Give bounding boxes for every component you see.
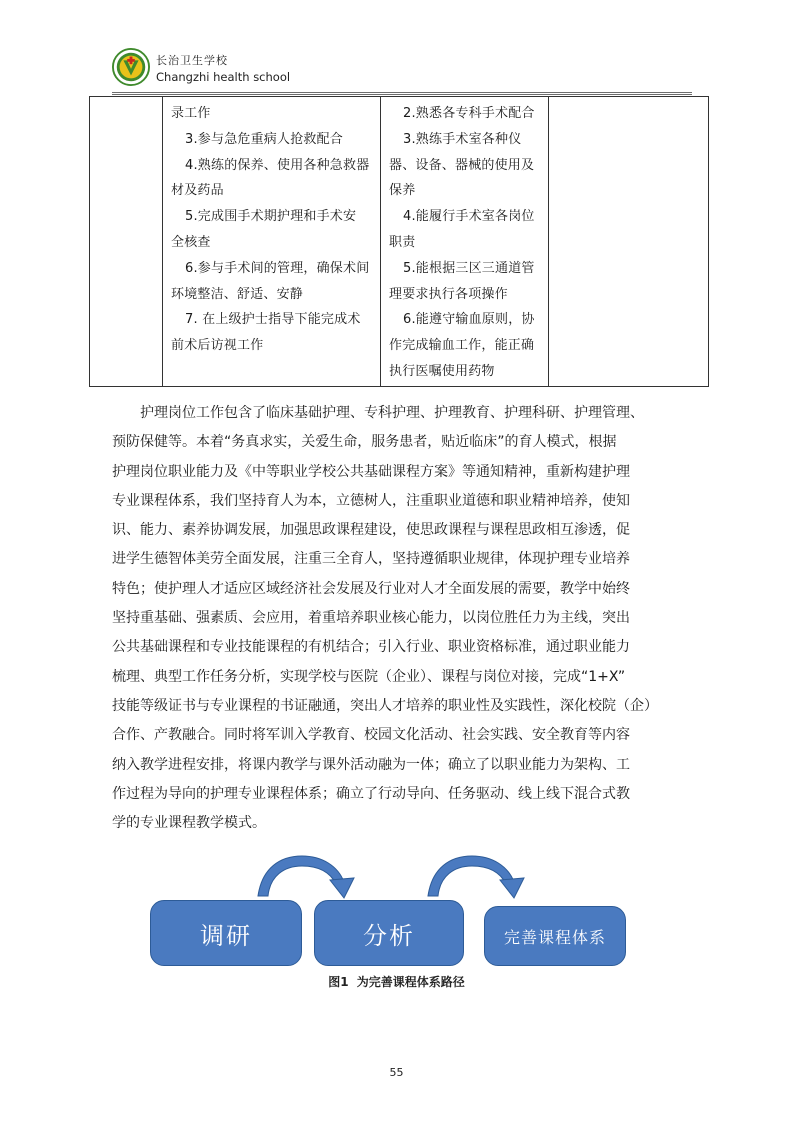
cell-line: 4.熟练的保养、使用各种急救器 — [185, 157, 370, 173]
header-divider — [112, 92, 692, 95]
paragraph-line: 梳理、典型工作任务分析，实现学校与医院（企业）、课程与岗位对接，完成“1+X” — [112, 668, 626, 685]
figure-caption: 图1 为完善课程体系路径 — [328, 975, 465, 989]
cell-line: 全核查 — [171, 234, 211, 250]
page-number: 55 — [389, 1066, 404, 1079]
cell-line: 理要求执行各项操作 — [389, 286, 508, 302]
table-row — [90, 97, 709, 387]
cell-line: 2.熟悉各专科手术配合 — [403, 106, 535, 121]
cell-line: 器、设备、器械的使用及 — [389, 157, 535, 173]
paragraph-line: 作过程为导向的护理专业课程体系；确立了行动导向、任务驱动、线上线下混合式教 — [112, 785, 630, 802]
paragraph-line: 特色；使护理人才适应区域经济社会发展及行业对人才全面发展的需要，教学中始终 — [112, 580, 630, 597]
paragraph-line: 护理岗位职业能力及《中等职业学校公共基础课程方案》等通知精神，重新构建护理 — [112, 463, 630, 480]
cell-line: 职责 — [389, 234, 416, 250]
paragraph-line: 进学生德智体美劳全面发展，注重三全育人，坚持遵循职业规律，体现护理专业培养 — [112, 551, 630, 568]
table-cell-duties — [163, 97, 381, 387]
paragraph-line: 预防保健等。本着“务真求实，关爱生命，服务患者，贴近临床”的育人模式，根据 — [112, 434, 617, 451]
cell-line: 前术后访视工作 — [171, 338, 264, 354]
paragraph-line: 护理岗位工作包含了临床基础护理、专科护理、护理教育、护理科研、护理管理、 — [140, 405, 644, 421]
duty-table — [89, 96, 709, 387]
table-cell-empty-left — [90, 97, 163, 387]
paragraph-line: 坚持重基础、强素质、会应用，着重培养职业核心能力，以岗位胜任力为主线，突出 — [112, 610, 630, 627]
step-analysis: 分析 — [314, 900, 464, 966]
cell-line: 执行医嘱使用药物 — [389, 363, 495, 379]
school-name-en: Changzhi health school — [156, 70, 291, 84]
cell-line: 材及药品 — [171, 183, 224, 199]
cell-line: 保养 — [389, 183, 416, 199]
paragraph-line: 专业课程体系，我们坚持育人为本，立德树人，注重职业道德和职业精神培养，使知 — [112, 492, 630, 509]
cell-line: 7. 在上级护士指导下能完成术 — [185, 312, 361, 328]
cell-line: 环境整洁、舒适、安静 — [171, 286, 304, 302]
paragraph-line: 合作、产教融合。同时将军训入学教育、校园文化活动、社会实践、安全教育等内容 — [112, 727, 630, 744]
school-name-cn: 长治卫生学校 — [156, 54, 228, 67]
school-emblem-icon — [112, 48, 150, 86]
paragraph-line: 学的专业课程教学模式。 — [112, 815, 266, 832]
paragraph-line: 纳入教学进程安排，将课内教学与课外活动融为一体；确立了以职业能力为架构、工 — [112, 756, 630, 773]
cell-line: 作完成输血工作，能正确 — [389, 338, 535, 354]
paragraph-line: 技能等级证书与专业课程的书证融通，突出人才培养的职业性及实践性，深化校院（企） — [112, 697, 658, 714]
cell-line: 3.熟练手术室各种仪 — [403, 131, 522, 147]
cell-line: 4.能履行手术室各岗位 — [403, 209, 535, 225]
cell-line: 3.参与急危重病人抢救配合 — [185, 131, 344, 147]
step-improve-curriculum: 完善课程体系 — [484, 906, 626, 966]
process-diagram — [150, 850, 630, 970]
body-paragraph — [112, 399, 702, 838]
cell-line: 录工作 — [171, 106, 211, 121]
cell-line: 6.能遵守输血原则，协 — [403, 312, 535, 328]
paragraph-line: 公共基础课程和专业技能课程的有机结合；引入行业、职业资格标准，通过职业能力 — [112, 639, 630, 656]
step-research: 调研 — [150, 900, 302, 966]
table-cell-empty-right — [549, 97, 709, 387]
curved-arrow-icon — [258, 856, 354, 898]
table-cell-abilities — [381, 97, 549, 387]
cell-line: 5.能根据三区三通道管 — [403, 260, 535, 276]
page-header — [112, 44, 692, 94]
cell-line: 6.参与手术间的管理，确保术间 — [185, 260, 370, 276]
curved-arrow-icon — [428, 856, 524, 898]
cell-line: 5.完成围手术期护理和手术安 — [185, 209, 357, 225]
paragraph-line: 识、能力、素养协调发展，加强思政课程建设，使思政课程与课程思政相互渗透，促 — [112, 522, 630, 539]
